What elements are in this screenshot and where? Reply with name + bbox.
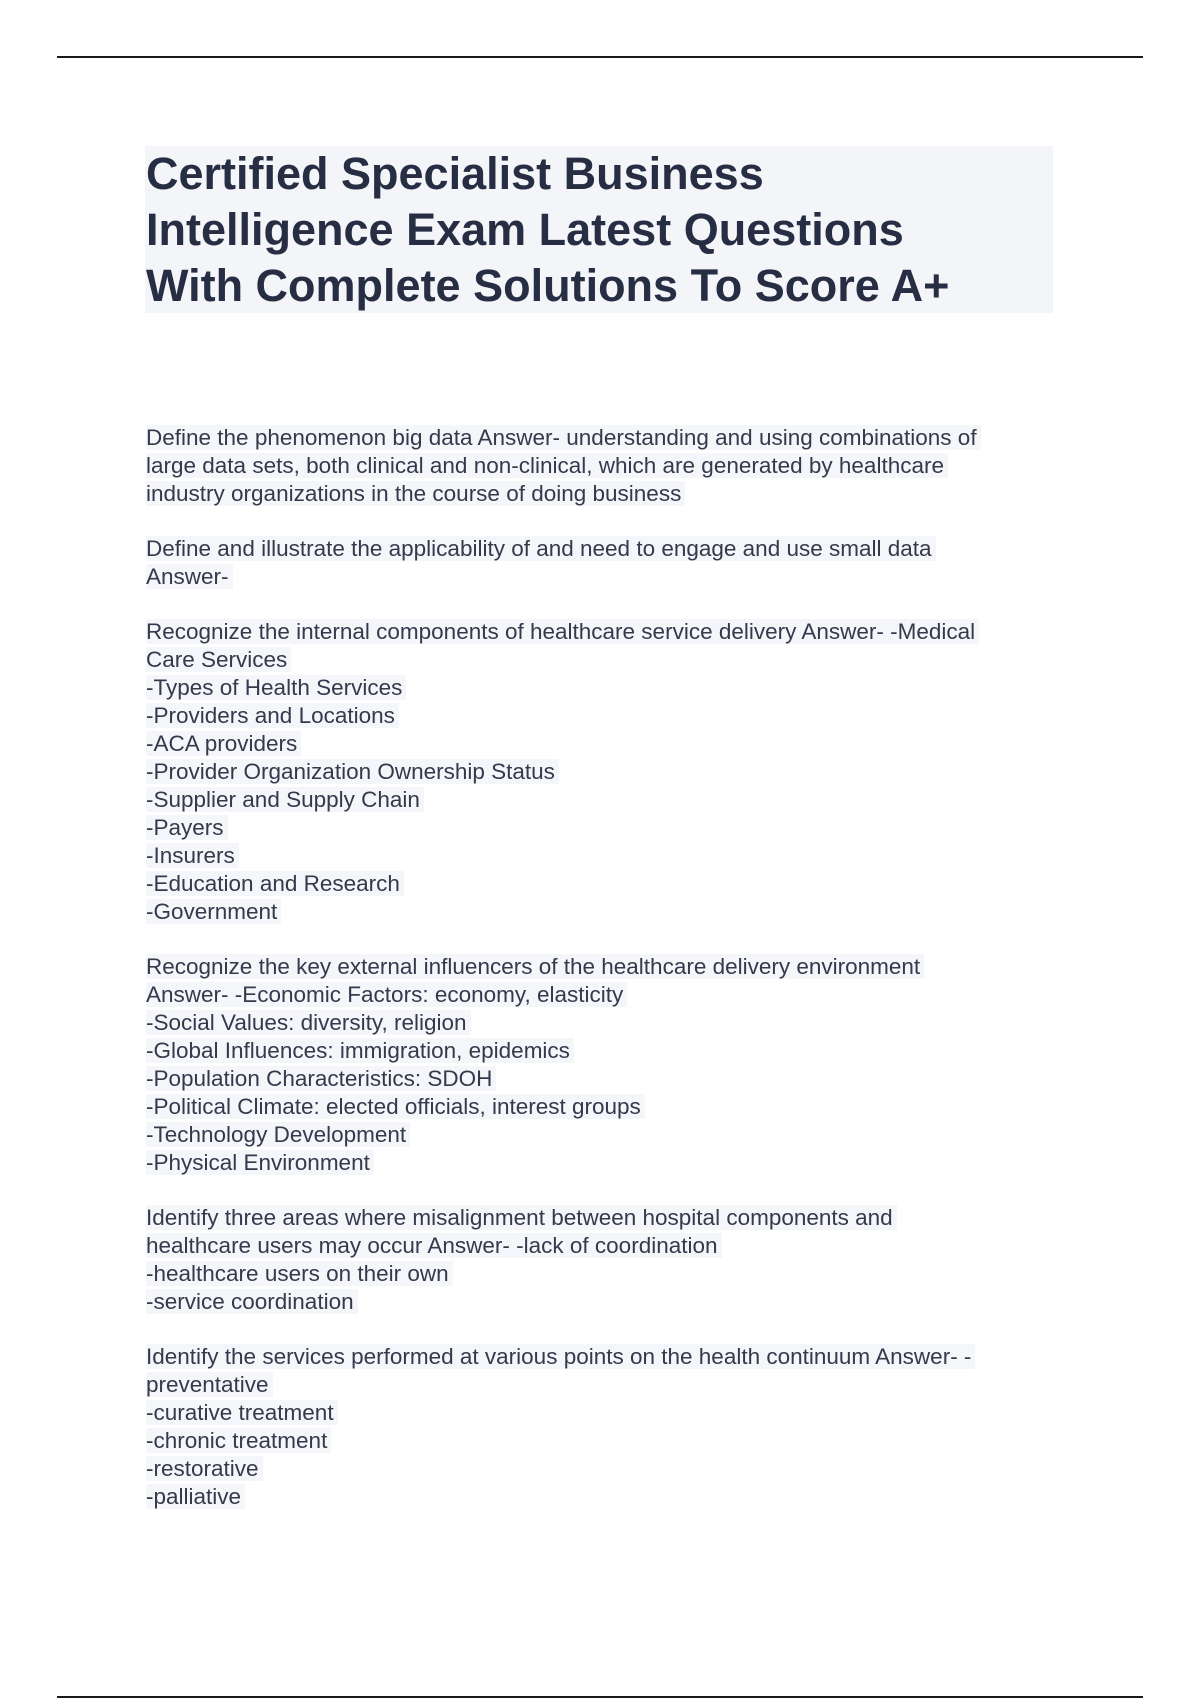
qa-line bbox=[146, 1093, 1056, 1121]
qa-line-text: -Providers and Locations bbox=[146, 703, 399, 728]
qa-line bbox=[146, 1288, 1056, 1316]
qa-line bbox=[146, 618, 1056, 646]
qa-line bbox=[146, 758, 1056, 786]
qa-line-text: -palliative bbox=[146, 1484, 245, 1509]
document-title bbox=[146, 146, 1046, 314]
qa-line bbox=[146, 842, 1056, 870]
qa-line bbox=[146, 674, 1056, 702]
qa-line bbox=[146, 1149, 1056, 1177]
qa-item-big-data bbox=[146, 424, 1056, 508]
title-line: Certified Specialist Business bbox=[146, 148, 764, 199]
qa-line-text: -ACA providers bbox=[146, 731, 301, 756]
qa-item-health-continuum bbox=[146, 1343, 1056, 1511]
title-line: With Complete Solutions To Score A+ bbox=[146, 260, 950, 311]
title-line: Intelligence Exam Latest Questions bbox=[146, 204, 904, 255]
qa-line-text: -Government bbox=[146, 899, 281, 924]
qa-line-text: -Population Characteristics: SDOH bbox=[146, 1066, 496, 1091]
qa-line-text: Identify three areas where misalignment between hospital components and bbox=[146, 1205, 897, 1230]
qa-line-text: -restorative bbox=[146, 1456, 263, 1481]
qa-line bbox=[146, 1427, 1056, 1455]
qa-line-text: -Insurers bbox=[146, 843, 239, 868]
qa-item-misalignment bbox=[146, 1204, 1056, 1316]
qa-line bbox=[146, 870, 1056, 898]
qa-line bbox=[146, 730, 1056, 758]
qa-line bbox=[146, 981, 1056, 1009]
qa-line-text: -Physical Environment bbox=[146, 1150, 374, 1175]
qa-line bbox=[146, 953, 1056, 981]
qa-line bbox=[146, 898, 1056, 926]
qa-line-text: -healthcare users on their own bbox=[146, 1261, 453, 1286]
qa-line-text: -Technology Development bbox=[146, 1122, 410, 1147]
qa-line-text: Recognize the internal components of healthcare service delivery Answer- -Medical bbox=[146, 619, 979, 644]
qa-line bbox=[146, 814, 1056, 842]
qa-list bbox=[146, 424, 1056, 1538]
qa-line-text: Recognize the key external influencers of the healthcare delivery environment bbox=[146, 954, 924, 979]
qa-item-internal-components bbox=[146, 618, 1056, 926]
qa-line-text: -Supplier and Supply Chain bbox=[146, 787, 424, 812]
qa-line bbox=[146, 1204, 1056, 1232]
qa-line-text: Define and illustrate the applicability of and need to engage and use small data bbox=[146, 536, 936, 561]
qa-line bbox=[146, 535, 1056, 563]
qa-line bbox=[146, 1065, 1056, 1093]
qa-line-text: -chronic treatment bbox=[146, 1428, 331, 1453]
qa-line-text: Answer- -Economic Factors: economy, elasticity bbox=[146, 982, 627, 1007]
qa-line bbox=[146, 563, 1056, 591]
qa-line bbox=[146, 1483, 1056, 1511]
qa-line bbox=[146, 1260, 1056, 1288]
bottom-rule bbox=[57, 1696, 1143, 1698]
qa-line bbox=[146, 702, 1056, 730]
qa-line bbox=[146, 1037, 1056, 1065]
qa-line-text: -Provider Organization Ownership Status bbox=[146, 759, 559, 784]
qa-line bbox=[146, 424, 1056, 452]
qa-line-text: -Political Climate: elected officials, interest groups bbox=[146, 1094, 645, 1119]
qa-line bbox=[146, 480, 1056, 508]
qa-line-text: Care Services bbox=[146, 647, 291, 672]
qa-line-text: large data sets, both clinical and non-clinical, which are generated by healthcare bbox=[146, 453, 948, 478]
qa-line-text: Answer- bbox=[146, 564, 233, 589]
qa-line-text: -service coordination bbox=[146, 1289, 358, 1314]
qa-line-text: healthcare users may occur Answer- -lack of coordination bbox=[146, 1233, 722, 1258]
qa-line-text: -Education and Research bbox=[146, 871, 404, 896]
qa-item-small-data bbox=[146, 535, 1056, 591]
qa-line-text: -Global Influences: immigration, epidemics bbox=[146, 1038, 574, 1063]
qa-line bbox=[146, 1371, 1056, 1399]
top-rule bbox=[57, 56, 1143, 58]
qa-line-text: -Payers bbox=[146, 815, 228, 840]
qa-line bbox=[146, 1343, 1056, 1371]
qa-line-text: preventative bbox=[146, 1372, 273, 1397]
qa-line-text: -Types of Health Services bbox=[146, 675, 406, 700]
qa-line bbox=[146, 1399, 1056, 1427]
qa-line-text: Define the phenomenon big data Answer- understanding and using combinations of bbox=[146, 425, 981, 450]
qa-line bbox=[146, 786, 1056, 814]
qa-line bbox=[146, 1232, 1056, 1260]
qa-line bbox=[146, 1455, 1056, 1483]
qa-item-external-influencers bbox=[146, 953, 1056, 1177]
qa-line-text: industry organizations in the course of doing business bbox=[146, 481, 685, 506]
qa-line-text: -curative treatment bbox=[146, 1400, 338, 1425]
qa-line-text: Identify the services performed at various points on the health continuum Answer- - bbox=[146, 1344, 975, 1369]
qa-line bbox=[146, 452, 1056, 480]
qa-line bbox=[146, 1009, 1056, 1037]
qa-line bbox=[146, 646, 1056, 674]
qa-line-text: -Social Values: diversity, religion bbox=[146, 1010, 471, 1035]
qa-line bbox=[146, 1121, 1056, 1149]
